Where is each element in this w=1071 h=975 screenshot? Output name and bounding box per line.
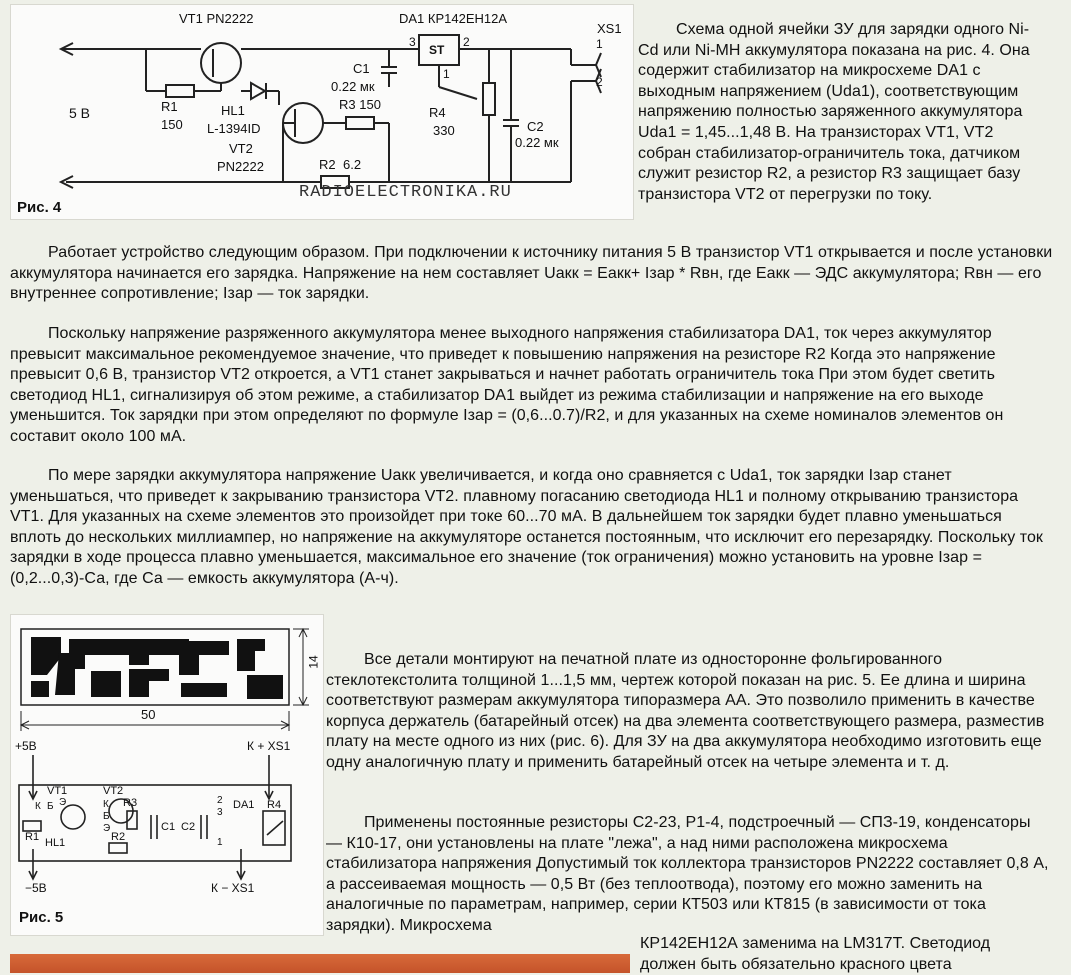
da1-label: DA1 КР142ЕН12А <box>399 11 508 26</box>
vt2-pcb-label: VT2 <box>103 785 124 797</box>
hl1-pcb-label: HL1 <box>45 837 66 849</box>
minus-5v-label: −5В <box>25 881 47 895</box>
figure-5-pcb <box>10 614 324 936</box>
paragraph-current-limit: Поскольку напряжение разряженного аккумулятора менее выходного напряжения стабилизатора DA1, ток через аккумулятор превысит максимальное рекомендуемое значение, что приведет к повышению напряжения на резисторе R2 Когда это напряжение превысит 0,6 В, транзистор VT2 откроется, а VT1 станет закрываться и начнет работать ограничитель тока При этом будет светить светодиод HL1, сигнализируя об этом режиме, а стабилизатор DA1 выйдет из режима стабилизации и напряжение на его выходе уменьшится. Ток зарядки при этом определяют по формуле Iзар = (0,6...0.7)/R2, и для указанных на схеме номиналов элементов он составит около 100 мА. <box>10 325 1004 445</box>
r2-label: R2 <box>319 157 336 172</box>
da1-pin1-pcb-label: 1 <box>217 837 223 848</box>
r4-label: R4 <box>429 105 446 120</box>
paragraph-pcb: Все детали монтируют на печатной плате из односторонне фольгированного стеклотекстолита толщиной 1...1,5 мм, чертеж которой показан на рис. 5. Ее длина и ширина соответствуют размерам аккумулятора типоразмера АА. Это позволило применить в качестве корпуса держатель (батарейный отсек) на два элемента соответствующего размера, разместив плату на месте одного из них (рис. 6). Для ЗУ на два аккумулятора необходимо изготовить еще одну аналогичную плату и применить батарейный отсек на четыре элемента и т. д. <box>326 651 1045 771</box>
r4-value: 330 <box>433 123 455 138</box>
r2-pcb-label: R2 <box>111 831 126 843</box>
k2-pcb-label: К <box>103 799 109 810</box>
b1-pcb-label: Б <box>47 801 54 812</box>
watermark: RADIOELECTRONIKA.RU <box>299 183 512 202</box>
da1-pin3-label: 3 <box>409 35 416 49</box>
k-minus-xs1-label: К − XS1 <box>211 881 255 895</box>
vt2-label: VT2 <box>229 141 253 156</box>
vt1-pcb-label: VT1 <box>47 785 68 797</box>
paragraph-substitutes: КР142ЕН12А заменима на LM317Т. Светодиод должен быть обязательно красного цвета <box>640 935 991 973</box>
r3-label: R3 150 <box>339 97 381 112</box>
c2-label: C2 <box>527 119 544 134</box>
paragraph-operation: Работает устройство следующим образом. При подключении к источнику питания 5 В транзистор VT1 открывается и после установки аккумулятора начинается его зарядка. Напряжение на нем составляет Uакк = Еакк+ Iзар * Rвн, где Еакк — ЭДС аккумулятора; Rвн — его внутреннее сопротивление; Iзар — ток зарядки. <box>10 244 1053 303</box>
c1-label: C1 <box>353 61 370 76</box>
vt1-label: VT1 PN2222 <box>179 11 254 26</box>
xs1-pin1-label: 1 <box>596 37 603 51</box>
figure-4-schematic <box>10 4 634 220</box>
da1-pin3-pcb-label: 3 <box>217 807 223 818</box>
paragraph-charging-process: По мере зарядки аккумулятора напряжение Uакк увеличивается, и когда оно сравняется с Uda1, ток зарядки Iзар станет уменьшаться, что приведет к закрыванию транзистора VT2. плавному погасанию светодиода HL1 и полному открыванию транзистора VT1. Для указанных на схеме элементов это произойдет при токе 60...70 мА. В дальнейшем ток зарядки будет плавно уменьшаться вплоть до нескольких миллиампер, но напряжение на аккумуляторе останется постоянным, что исключит его перезарядку. Поскольку ток зарядки в ходе процесса плавно уменьшается, максимальное его значение (ток ограничения) можно установить на уровне Iзар = (0,2...0,3)-Са, где Са — емкость аккумулятора (А-ч). <box>10 467 1043 587</box>
c1-pcb-label: C1 <box>161 821 176 833</box>
e1-pcb-label: Э <box>59 797 67 808</box>
figure-5-caption: Рис. 5 <box>19 909 64 926</box>
b2-pcb-label: Б <box>103 811 110 822</box>
plus-5v-label: +5В <box>15 739 37 753</box>
da1-pin2-label: 2 <box>463 35 470 49</box>
vt2-value: PN2222 <box>217 159 264 174</box>
c2-pcb-label: C2 <box>181 821 196 833</box>
c1-value: 0.22 мк <box>331 79 375 94</box>
k-plus-xs1-label: К + XS1 <box>247 739 291 753</box>
r4-pcb-label: R4 <box>267 799 282 811</box>
r2-value: 6.2 <box>343 157 362 172</box>
pcb-height-dimension: 14 <box>306 655 321 669</box>
pcb-width-dimension: 50 <box>141 707 156 722</box>
figure-4-caption: Рис. 4 <box>17 199 62 216</box>
paragraph-intro: Схема одной ячейки ЗУ для зарядки одного Ni-Cd или Ni-MH аккумулятора показана на рис. 4. Она содержит стабилизатор на микросхеме DA1 с выходным напряжением (Uda1), соответствующим напряжению полностью заряженного аккумулятора Uda1 = 1,45...1,48 В. На транзисторах VT1, VT2 собран стабилизатор-ограничитель тока, датчиком служит резистор R2, а резистор R3 защищает базу транзистора VT2 от перегрузки по току. <box>638 21 1030 203</box>
supply-label: 5 В <box>69 105 91 121</box>
e2-pcb-label: Э <box>103 823 111 834</box>
hl1-label: HL1 <box>221 103 245 118</box>
figure-6-photo-edge <box>10 954 630 973</box>
xs1-pin2-label: 2 <box>596 75 603 89</box>
c2-value: 0.22 мк <box>515 135 559 150</box>
da1-pcb-label: DA1 <box>233 799 255 811</box>
da1-st-label: ST <box>429 43 445 57</box>
xs1-label: XS1 <box>597 21 622 36</box>
pcb-drawing <box>11 615 323 935</box>
paragraph-components: Применены постоянные резисторы С2-23, Р1-4, подстроечный — СПЗ-19, конденсаторы — К10-17, они установлены на плате "лежа", а над ними расположена микросхема стабилизатора напряжения Допустимый ток коллектора транзисторов PN2222 составляет 0,8 А, а рассеиваемая мощность — 0,5 Вт (без теплоотвода), поэтому его можно заменить на аналогичные по параметрам, например, серии КТ503 или КТ815 (в зависимости от тока зарядки). Микросхема <box>326 814 1049 934</box>
r1-label: R1 <box>161 99 178 114</box>
k1-pcb-label: К <box>35 801 41 812</box>
r1-pcb-label: R1 <box>25 831 40 843</box>
da1-pin2-pcb-label: 2 <box>217 795 223 806</box>
r1-value: 150 <box>161 117 183 132</box>
r3-pcb-label: R3 <box>123 797 138 809</box>
da1-pin1-label: 1 <box>443 67 450 81</box>
hl1-value: L-1394ID <box>207 121 261 136</box>
